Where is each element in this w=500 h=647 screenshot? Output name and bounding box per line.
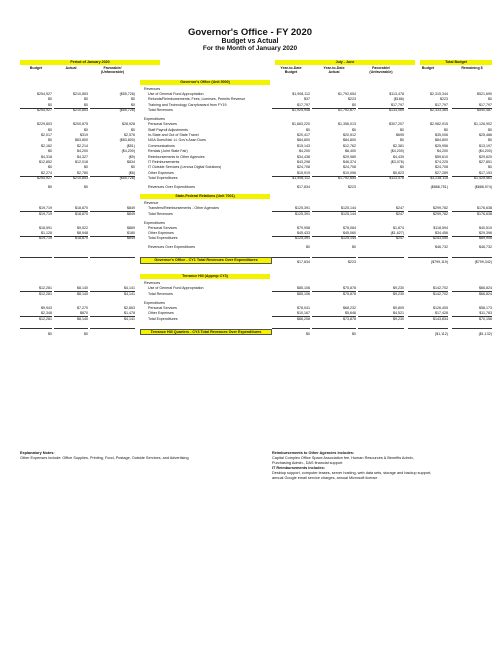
value-cell: $0	[84, 331, 88, 336]
it-text-1: Desktop support, computer leases, server hosting, web data sets, storage and backup support,	[272, 471, 432, 475]
value-cell: $79,958	[297, 225, 310, 230]
row-label: Use of General Fund Appropriation	[148, 286, 204, 291]
value-cell: $3,238,115	[430, 176, 448, 181]
row-label: Personal Services	[148, 225, 177, 230]
value-cell: $12,281	[39, 286, 52, 291]
value-cell: $0	[84, 165, 88, 170]
value-cell: $1,792,877	[338, 108, 356, 113]
value-cell: $0	[131, 102, 135, 107]
value-cell: $86,208	[297, 316, 310, 321]
total-rule	[54, 257, 88, 258]
value-cell: $12,018	[75, 160, 88, 164]
value-cell: $0	[48, 127, 52, 132]
reimb-text-2: Purchasing Admin., DAS financial support	[272, 461, 343, 465]
value-cell: $247	[396, 211, 404, 216]
row-label: Communications	[148, 143, 175, 148]
total-rule	[90, 257, 135, 258]
value-cell: $849	[127, 206, 135, 211]
value-cell: $125,391	[295, 211, 310, 216]
value-cell: $0	[131, 165, 135, 170]
value-cell: $254,927	[37, 92, 52, 96]
value-cell: $0	[400, 127, 404, 132]
value-cell: $8,400	[345, 149, 356, 154]
value-cell: $46,732	[435, 245, 448, 250]
ytd-band: July - June	[275, 60, 415, 65]
value-cell: $0	[84, 97, 88, 102]
col-header-actual: Actual	[65, 66, 77, 70]
value-cell: $27,851	[479, 160, 492, 164]
value-cell: $210,853	[73, 108, 88, 113]
value-cell: $2,017	[41, 133, 52, 137]
value-cell: $4,327	[77, 154, 88, 159]
value-cell: ($4,200)	[121, 149, 135, 154]
value-cell: ($888,974)	[474, 185, 492, 190]
subsection-label: Revenues	[144, 281, 161, 286]
value-cell: $0	[352, 127, 356, 132]
value-cell: $223	[348, 97, 356, 102]
value-cell: $34,456	[435, 231, 448, 235]
value-cell: $1,126,902	[474, 122, 492, 127]
total-rule	[358, 257, 404, 258]
value-cell: $2,274	[41, 170, 52, 175]
value-cell: $307,207	[389, 122, 404, 127]
value-cell: $89,906	[479, 236, 492, 241]
value-cell: ($9)	[128, 154, 135, 159]
total-rule	[452, 328, 492, 329]
value-cell: $84,800	[343, 138, 356, 143]
value-cell: $46,732	[479, 245, 492, 250]
value-cell: $85,106	[297, 291, 310, 296]
total-rule	[20, 328, 52, 329]
value-cell: $4,141	[124, 316, 135, 321]
value-cell: $18,870	[75, 206, 88, 211]
value-cell: $8,140	[77, 291, 88, 296]
value-cell: $2,315,344	[430, 92, 448, 96]
value-cell: $2,333,364	[430, 108, 448, 113]
value-cell: $46,374	[343, 160, 356, 164]
value-cell: $869	[127, 225, 135, 230]
value-cell: $34,438	[297, 154, 310, 159]
value-cell: $68,232	[343, 305, 356, 310]
row-label: Staff Payroll Adjustments	[148, 127, 188, 132]
value-cell: ($83,800)	[119, 138, 135, 143]
total-rule	[272, 257, 310, 258]
value-cell: $849	[127, 236, 135, 241]
row-label: Personal Services	[148, 305, 177, 310]
value-cell: $142,702	[433, 286, 448, 291]
value-cell: $125,144	[341, 206, 356, 211]
total-rule	[358, 328, 404, 329]
value-cell: $4,141	[124, 291, 135, 296]
value-cell: $43,298	[297, 160, 310, 164]
value-cell: $66,824	[479, 286, 492, 291]
value-cell: ($6)	[128, 170, 135, 175]
value-cell: $0	[131, 97, 135, 102]
row-label: Other Expenses	[148, 170, 174, 175]
section-header: Terrance Hill (Approp CY3)	[140, 274, 270, 279]
total-rule	[20, 257, 52, 258]
row-label: In-State and Out of State Travel	[148, 133, 199, 137]
total-band: Total Budget	[420, 60, 492, 65]
total-rule	[408, 328, 448, 329]
value-cell: $1,128	[41, 231, 52, 235]
value-cell: $2,663	[124, 305, 135, 310]
value-cell: $1,925,946	[292, 108, 310, 113]
subsection-label: Expenditures	[144, 117, 165, 122]
value-cell: $19,719	[39, 206, 52, 211]
value-cell: $133,069	[389, 108, 404, 113]
value-cell: $253,050	[433, 236, 448, 241]
value-cell: $4,200	[437, 149, 448, 154]
row-label: Total Revenues	[148, 291, 173, 296]
total-rule	[54, 328, 88, 329]
value-cell: $0	[84, 127, 88, 132]
col-header-ytd-actual: Year-to-Date Actual	[323, 66, 345, 75]
value-cell: $299,782	[433, 211, 448, 216]
value-cell: $45,060	[343, 231, 356, 235]
value-cell: $9,230	[393, 286, 404, 291]
value-cell: $0	[352, 102, 356, 107]
value-cell: ($888,751)	[430, 185, 448, 190]
value-cell: $0	[48, 185, 52, 190]
value-cell: $66,824	[479, 291, 492, 296]
value-cell: $2,348	[41, 311, 52, 316]
value-cell: $125,144	[341, 211, 356, 216]
value-cell: ($799,119)	[430, 260, 448, 265]
row-label: IT Outside Services (Lenova Digital Solutions)	[148, 165, 222, 170]
value-cell: $59,610	[435, 154, 448, 159]
value-cell: $24,708	[435, 165, 448, 170]
value-cell: $143,834	[433, 316, 448, 321]
value-cell: ($55,726)	[119, 92, 135, 96]
value-cell: $12,852	[39, 160, 52, 164]
value-cell: ($55,726)	[119, 176, 135, 181]
value-cell: $8,140	[77, 316, 88, 321]
value-cell: $200,875	[73, 122, 88, 127]
value-cell: $17,834	[297, 260, 310, 265]
value-cell: $4,200	[299, 149, 310, 154]
value-cell: $0	[48, 97, 52, 102]
value-cell: $4,521	[393, 311, 404, 316]
value-cell: $29,396	[479, 231, 492, 235]
reimb-text-1: Capital Complex Office Space Association fee, Human Resources & Benefits Admin,	[272, 456, 414, 460]
value-cell: $12,281	[39, 316, 52, 321]
value-cell: ($1,112)	[434, 331, 448, 336]
value-cell: $0	[84, 102, 88, 107]
value-cell: $12,762	[343, 143, 356, 148]
value-cell: $19,719	[39, 211, 52, 216]
value-cell: $74,225	[435, 160, 448, 164]
explanatory-notes	[20, 451, 240, 461]
value-cell: $0	[488, 97, 492, 102]
row-label: Revenues Over Expenditures	[148, 185, 195, 190]
value-cell: $17,797	[435, 102, 448, 107]
value-cell: $223	[348, 260, 356, 265]
value-cell: $17,428	[435, 311, 448, 316]
value-cell: $2,576	[124, 133, 135, 137]
value-cell: $254,927	[37, 108, 52, 113]
value-cell: $78,084	[343, 225, 356, 230]
value-cell: ($51)	[126, 143, 135, 148]
total-rule	[312, 328, 356, 329]
row-label: NGA Dues/Nat. Lt. Gov's Assn Dues	[148, 138, 206, 143]
row-label: Rentals (Joint State Fair)	[148, 149, 188, 154]
value-cell: $11,783	[479, 311, 492, 316]
value-cell: $40,510	[479, 225, 492, 230]
row-label: Total Revenues	[148, 108, 173, 113]
value-cell: $319	[80, 133, 88, 137]
it-text-2: annual Google email service charges, annual Microsoft license	[272, 476, 378, 480]
value-cell: $75,878	[343, 291, 356, 296]
value-cell: $35,006	[435, 133, 448, 137]
row-label: Transfers/Reimbursements - Other Agencies	[148, 206, 219, 211]
report-title: Governor's Office - FY 2020	[187, 27, 313, 38]
value-cell: $4,318	[41, 154, 52, 159]
value-cell: $0	[48, 149, 52, 154]
value-cell: $2,381	[393, 143, 404, 148]
value-cell: $7,270	[77, 305, 88, 310]
value-cell: $247	[396, 236, 404, 241]
value-cell: $125,391	[295, 206, 310, 211]
value-cell: $10,096	[343, 170, 356, 175]
row-label: Reimbursements to Other Agencies	[148, 154, 205, 159]
value-cell: $5,823	[393, 170, 404, 175]
value-cell: $229,803	[37, 122, 52, 127]
row-label: Other Expenses	[148, 231, 174, 235]
value-cell: $0	[488, 138, 492, 143]
notes-title: Explanatory Notes:	[20, 451, 55, 455]
value-cell: $1,792,654	[338, 92, 356, 96]
value-cell: $1,874	[393, 225, 404, 230]
value-cell: $9,522	[77, 225, 88, 230]
col-header-total-budget: Budget	[421, 66, 435, 70]
value-cell: $27,289	[435, 170, 448, 175]
row-label: Total Expenditures	[148, 176, 178, 181]
value-cell: $58,173	[479, 305, 492, 310]
value-cell: $2,214	[77, 143, 88, 148]
value-cell: ($186)	[393, 97, 404, 102]
value-cell: $17,797	[479, 102, 492, 107]
value-cell: ($55,726)	[119, 108, 135, 113]
value-cell: $17,797	[391, 102, 404, 107]
value-cell: $1,908,112	[292, 176, 310, 181]
value-cell: $9,230	[393, 291, 404, 296]
value-cell: $19,719	[39, 236, 52, 241]
value-cell: $73,878	[343, 316, 356, 321]
value-cell: $299,782	[433, 206, 448, 211]
value-cell: ($799,342)	[474, 260, 492, 265]
value-cell: $28,928	[122, 122, 135, 127]
value-cell: $210,853	[73, 92, 88, 96]
value-cell: $0	[306, 127, 310, 132]
report-period: For the Month of January 2020	[202, 45, 298, 52]
value-cell: $9,809	[393, 305, 404, 310]
value-cell: $18,870	[75, 236, 88, 241]
value-cell: $18,870	[75, 211, 88, 216]
value-cell: ($4,200)	[390, 149, 404, 154]
summary-total-box: Terrance Hill Quarters - CY3 Total Revenues Over Expenditures	[140, 329, 272, 336]
value-cell: $25,486	[479, 133, 492, 137]
value-cell: $2,982,915	[430, 122, 448, 127]
period-band: Period of January 2020	[20, 60, 160, 65]
total-rule	[452, 257, 492, 258]
value-cell: $1,792,654	[338, 176, 356, 181]
value-cell: $25,956	[435, 143, 448, 148]
value-cell: $24,708	[297, 165, 310, 170]
value-cell: $45,433	[297, 231, 310, 235]
value-cell: $180	[127, 231, 135, 235]
section-header: State-Federal Relations (Unit 7001)	[140, 194, 270, 199]
value-cell: $4,439	[393, 154, 404, 159]
value-cell: $540,487	[477, 108, 492, 113]
value-cell: $0	[48, 138, 52, 143]
value-cell: $18,591	[39, 225, 52, 230]
value-cell: ($3,076)	[390, 160, 404, 164]
value-cell: $2,780	[77, 170, 88, 175]
reimb-title: Reimbursements to Other Agencies includes:	[272, 451, 355, 455]
value-cell: $15,143	[297, 143, 310, 148]
value-cell: $1,425,461	[474, 176, 492, 181]
col-header-budget: Budget	[29, 66, 43, 70]
value-cell: $70,156	[479, 316, 492, 321]
value-cell: $210,853	[73, 176, 88, 181]
total-rule	[272, 328, 310, 329]
report-subtitle: Budget vs Actual	[221, 38, 279, 45]
notes-text: Other Expenses include: Office Supplies, Printing, Food, Postage, Outside Services, and Advertising	[20, 456, 189, 460]
value-cell: $17,193	[479, 170, 492, 175]
row-label: Total Expenditures	[148, 316, 178, 321]
value-cell: $0	[84, 185, 88, 190]
value-cell: $1,356,013	[338, 122, 356, 127]
value-cell: $85,106	[297, 286, 310, 291]
value-cell: $126,405	[433, 305, 448, 310]
value-cell: $0	[48, 165, 52, 170]
value-cell: $0	[306, 331, 310, 336]
row-label: Use of General Fund Appropriation	[148, 92, 204, 96]
value-cell: $0	[488, 127, 492, 132]
value-cell: $8,948	[77, 231, 88, 235]
value-cell: $75,878	[343, 286, 356, 291]
row-label: IT Reimbursements	[148, 160, 180, 164]
row-label: Revenues Over Expenditures	[148, 245, 195, 250]
value-cell: $521,690	[477, 92, 492, 96]
it-title: IT Reimbursements includes:	[272, 466, 325, 470]
value-cell: $870	[80, 311, 88, 316]
row-label: Other Expenses	[148, 311, 174, 316]
row-label: Total Revenues	[148, 211, 173, 216]
col-header-ytd-budget: Year-to-Date Budget	[280, 66, 302, 75]
total-rule	[90, 328, 135, 329]
value-cell: $849	[127, 211, 135, 216]
value-cell: $9,230	[393, 316, 404, 321]
value-cell: $0	[352, 245, 356, 250]
value-cell: $13,197	[479, 143, 492, 148]
row-label: Refunds/Reimbursements, Fees, Licenses, Permits Revenue	[148, 97, 246, 102]
col-header-remaining: Remaining $	[461, 66, 483, 70]
subsection-label: Expenditures	[144, 300, 165, 305]
value-cell: $5,646	[345, 311, 356, 316]
total-rule	[312, 257, 356, 258]
value-cell: $10,167	[297, 311, 310, 316]
value-cell: $1,663,220	[292, 122, 310, 127]
reimbursement-notes	[272, 451, 497, 481]
value-cell: $1,908,112	[292, 92, 310, 96]
value-cell: ($4,200)	[478, 149, 492, 154]
value-cell: $254,927	[37, 176, 52, 181]
subsection-label: Revenues	[144, 87, 161, 91]
value-cell: $29,620	[479, 154, 492, 159]
value-cell: $223	[440, 97, 448, 102]
row-label: Personal Services	[148, 122, 177, 127]
value-cell: $2,162	[41, 143, 52, 148]
value-cell: $113,478	[389, 92, 404, 96]
value-cell: $4,200	[77, 149, 88, 154]
value-cell: $113,478	[389, 176, 404, 181]
value-cell: $0	[131, 127, 135, 132]
value-cell: $0	[48, 331, 52, 336]
value-cell: $8,140	[77, 286, 88, 291]
value-cell: $37	[304, 97, 310, 102]
value-cell: $84,800	[435, 138, 448, 143]
value-cell: $4,141	[124, 286, 135, 291]
value-cell: $20,417	[297, 133, 310, 137]
value-cell: $176,638	[477, 206, 492, 211]
value-cell: $17,797	[297, 102, 310, 107]
value-cell: $223	[348, 185, 356, 190]
value-cell: $0	[306, 245, 310, 250]
value-cell: $0	[444, 127, 448, 132]
value-cell: $834	[127, 160, 135, 164]
value-cell: $125,144	[341, 236, 356, 241]
value-cell: $12,281	[39, 291, 52, 296]
value-cell: $15,919	[297, 170, 310, 175]
value-cell: $247	[396, 206, 404, 211]
subsection-label: Expenditures	[144, 220, 165, 225]
value-cell: $176,638	[477, 211, 492, 216]
value-cell: $84,800	[297, 138, 310, 143]
value-cell: $83,800	[75, 138, 88, 143]
row-label: Training and Technology Carryforward from FY19	[148, 102, 227, 107]
value-cell: $142,702	[433, 291, 448, 296]
value-cell: $29,989	[343, 154, 356, 159]
value-cell: $17,834	[297, 185, 310, 190]
value-cell: ($1,627)	[390, 231, 404, 235]
value-cell: $125,391	[295, 236, 310, 241]
value-cell: $1,478	[124, 311, 135, 316]
value-cell: $20,512	[343, 133, 356, 137]
value-cell: $9,943	[41, 305, 52, 310]
value-cell: $24,708	[343, 165, 356, 170]
total-rule	[408, 257, 448, 258]
value-cell: $78,041	[297, 305, 310, 310]
value-cell: $0	[48, 102, 52, 107]
summary-total-box: Governor's Office - CY1 Total Revenues Over Expenditures	[140, 257, 272, 264]
value-cell: ($1,132)	[478, 331, 492, 336]
row-label: Total Expenditures	[148, 236, 178, 241]
value-cell: $0	[488, 165, 492, 170]
value-cell: $0	[400, 138, 404, 143]
value-cell: $0	[352, 331, 356, 336]
value-cell: $695	[396, 133, 404, 137]
value-cell: $118,594	[433, 225, 448, 230]
subsection-label: Revenue	[144, 201, 159, 206]
col-header-fav: Favorable/ (Unfavorable)	[100, 66, 125, 75]
value-cell: $0	[400, 165, 404, 170]
col-header-ytd-fav: Favorable/ (Unfavorable)	[369, 66, 393, 75]
section-header: Governor's Office (Unit 5000)	[140, 80, 270, 85]
